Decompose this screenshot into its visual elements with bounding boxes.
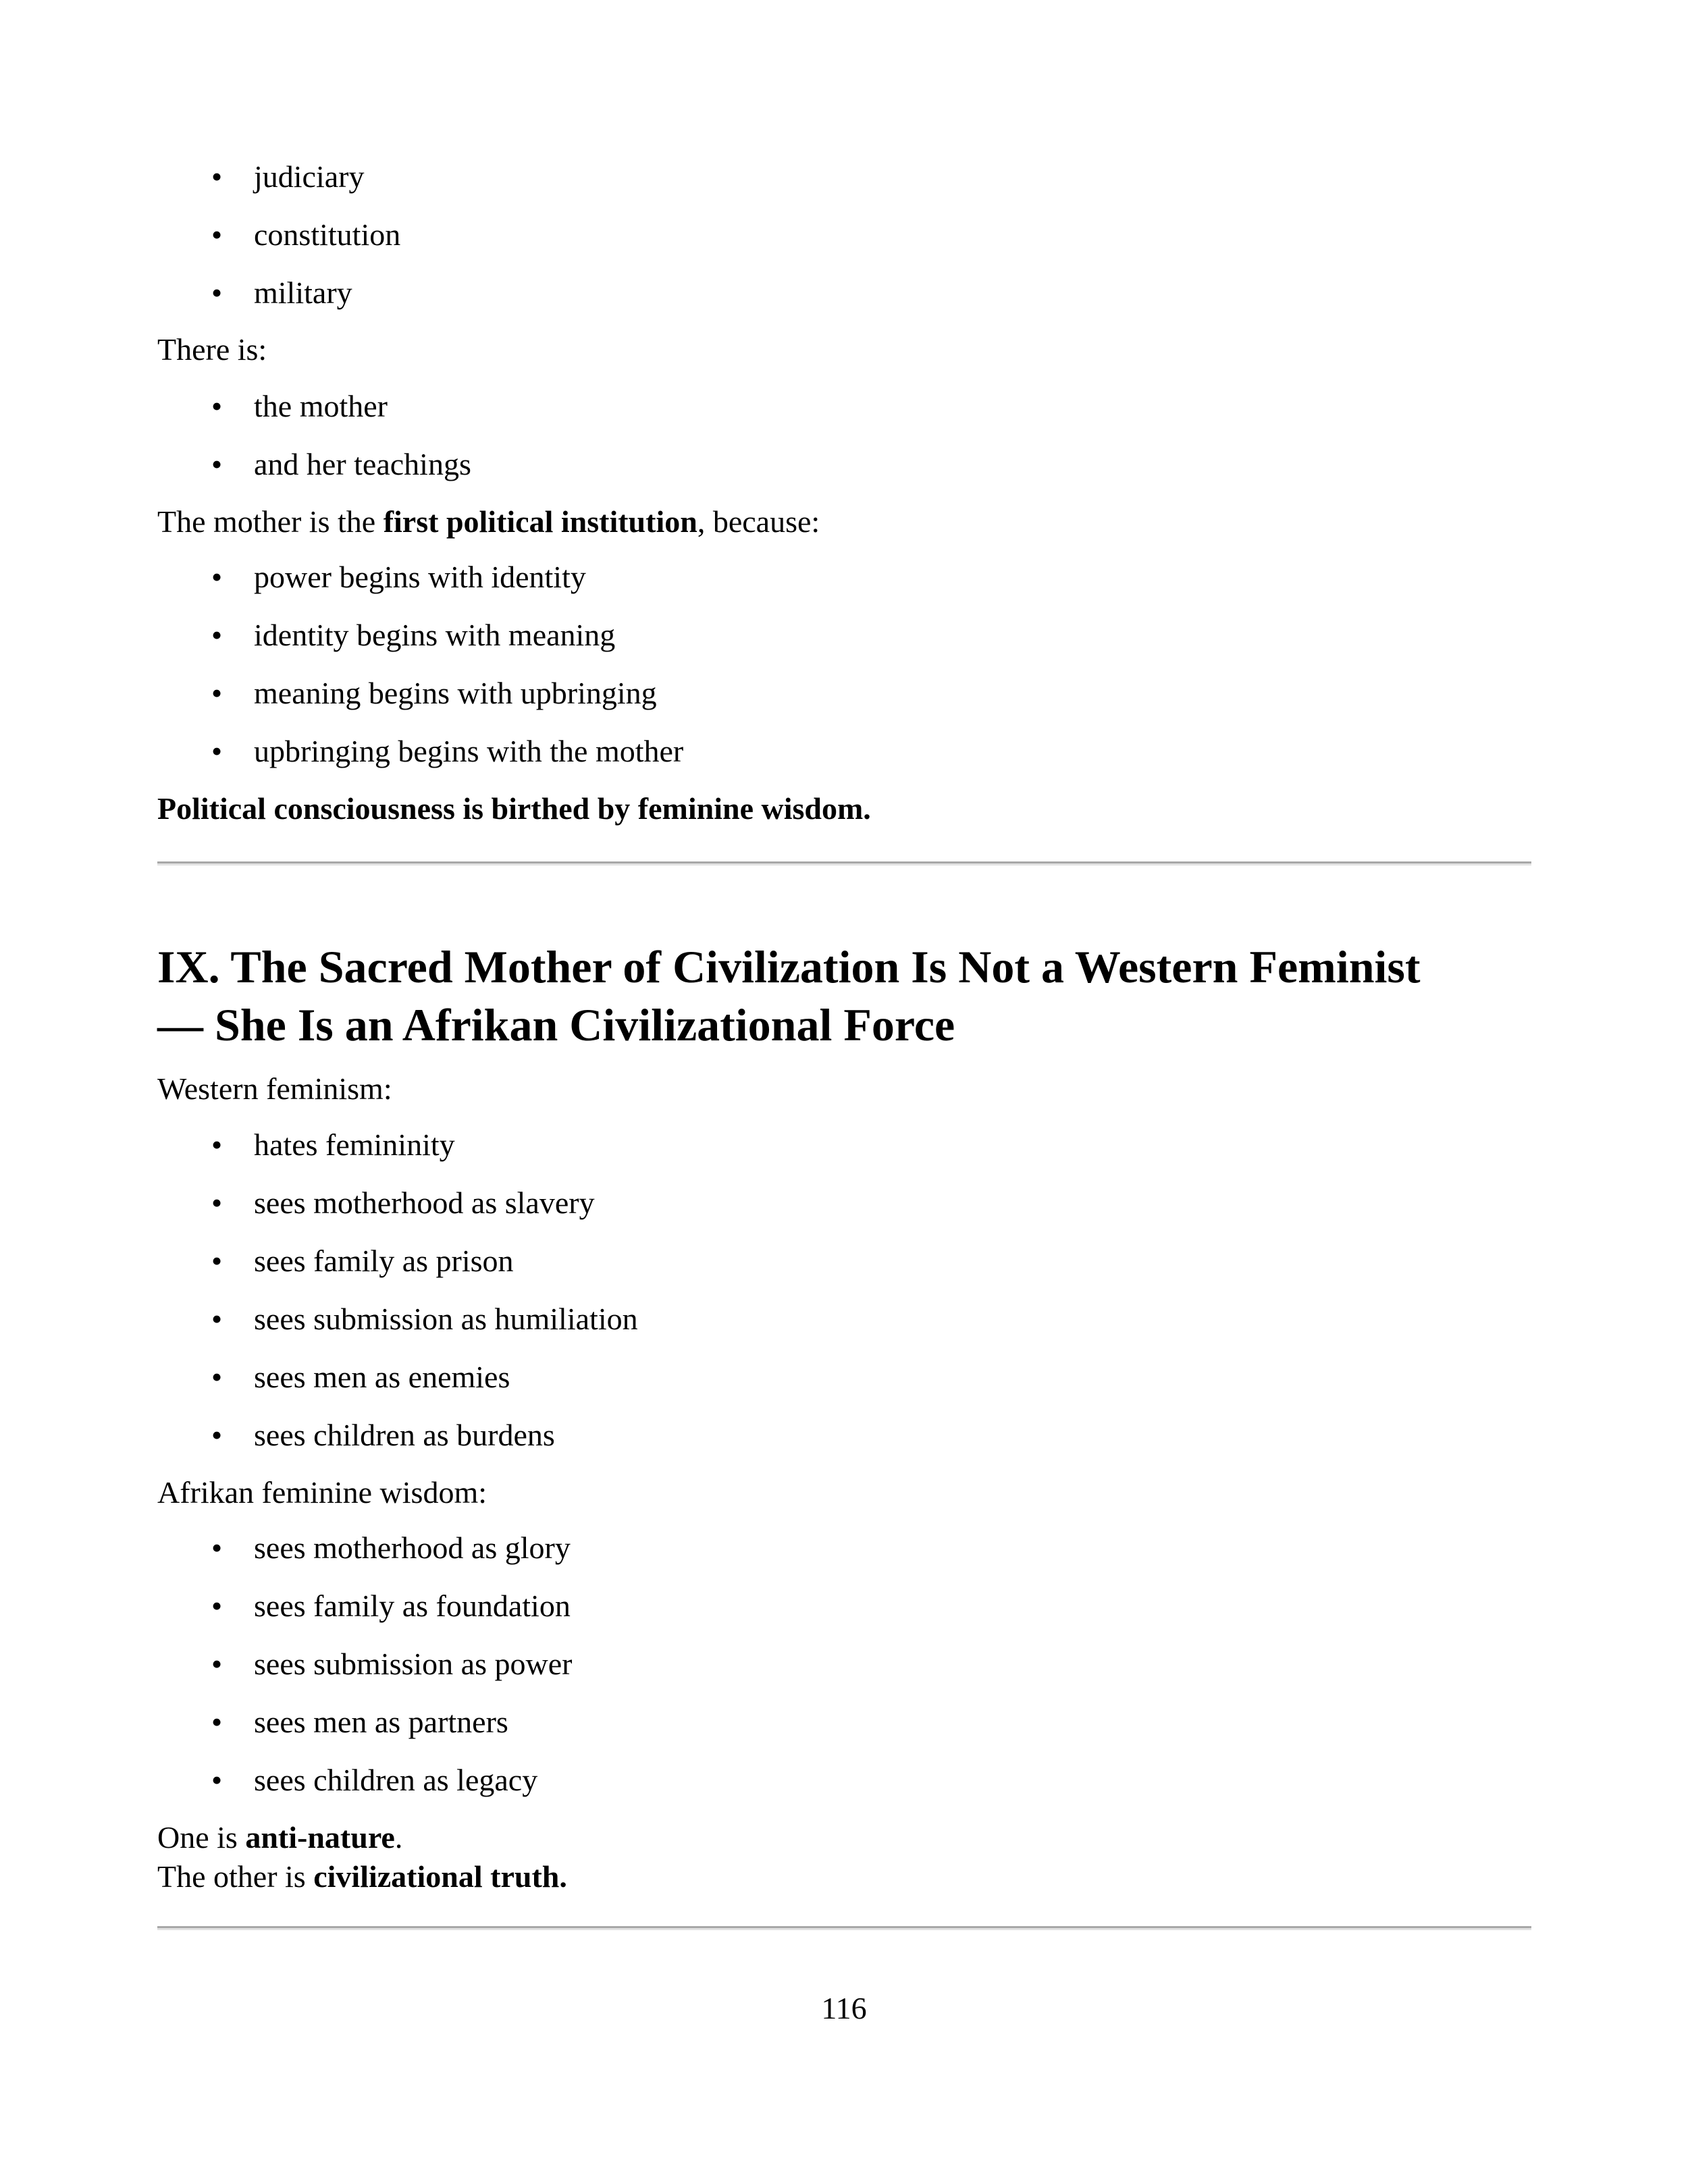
bullet-icon: • [211, 1705, 223, 1739]
list-item: • judiciary [211, 157, 365, 196]
paragraph-there-is: There is: [157, 332, 267, 367]
list-item: • identity begins with meaning [211, 616, 615, 655]
bullet-icon: • [211, 1763, 223, 1797]
paragraph-afrikan-intro: Afrikan feminine wisdom: [157, 1475, 487, 1510]
list-item: • sees motherhood as glory [211, 1528, 571, 1568]
list-item: • sees men as partners [211, 1703, 508, 1742]
closing-line-one: One is anti-nature. [157, 1820, 403, 1855]
list-item: • military [211, 273, 352, 313]
bullet-icon: • [211, 217, 223, 252]
page-number: 116 [821, 1991, 867, 2025]
bullet-icon: • [211, 389, 223, 423]
bullet-icon: • [211, 560, 223, 594]
list-item: • power begins with identity [211, 558, 586, 597]
bullet-icon: • [211, 1186, 223, 1220]
bullet-icon: • [211, 1530, 223, 1565]
bullet-icon: • [211, 447, 223, 481]
bullet-icon: • [211, 1244, 223, 1278]
bullet-icon: • [211, 676, 223, 710]
paragraph-western-intro: Western feminism: [157, 1071, 392, 1106]
bullet-icon: • [211, 618, 223, 652]
political-conclusion: Political consciousness is birthed by feminine wisdom. [157, 791, 871, 826]
bullet-icon: • [211, 1589, 223, 1623]
bullet-icon: • [211, 1360, 223, 1394]
list-item: • sees motherhood as slavery [211, 1183, 595, 1223]
list-item: • sees submission as humiliation [211, 1300, 638, 1339]
list-item: • sees family as foundation [211, 1587, 571, 1626]
list-item: • sees men as enemies [211, 1358, 510, 1397]
list-item: • upbringing begins with the mother [211, 732, 683, 771]
list-item: • and her teachings [211, 445, 471, 484]
horizontal-rule [157, 1926, 1531, 1930]
list-item: • meaning begins with upbringing [211, 674, 657, 713]
list-item: • sees submission as power [211, 1645, 572, 1684]
list-item: • constitution [211, 215, 400, 255]
paragraph-institution: The mother is the first political institution, because: [157, 504, 820, 539]
list-item: • sees children as burdens [211, 1416, 555, 1455]
horizontal-rule [157, 861, 1531, 865]
bullet-icon: • [211, 1127, 223, 1162]
bullet-icon: • [211, 1647, 223, 1681]
list-item: • sees children as legacy [211, 1761, 537, 1800]
bullet-icon: • [211, 275, 223, 310]
bullet-icon: • [211, 734, 223, 768]
closing-line-other: The other is civilizational truth. [157, 1859, 567, 1894]
list-item: • sees family as prison [211, 1242, 514, 1281]
list-item: • the mother [211, 387, 388, 426]
list-item: • hates femininity [211, 1125, 455, 1165]
section-heading: IX. The Sacred Mother of Civilization Is Not a Western Feminist — She Is an Afrikan Civilizational Force [157, 941, 1421, 1050]
bullet-icon: • [211, 1302, 223, 1336]
bullet-icon: • [211, 159, 223, 194]
bullet-icon: • [211, 1418, 223, 1452]
